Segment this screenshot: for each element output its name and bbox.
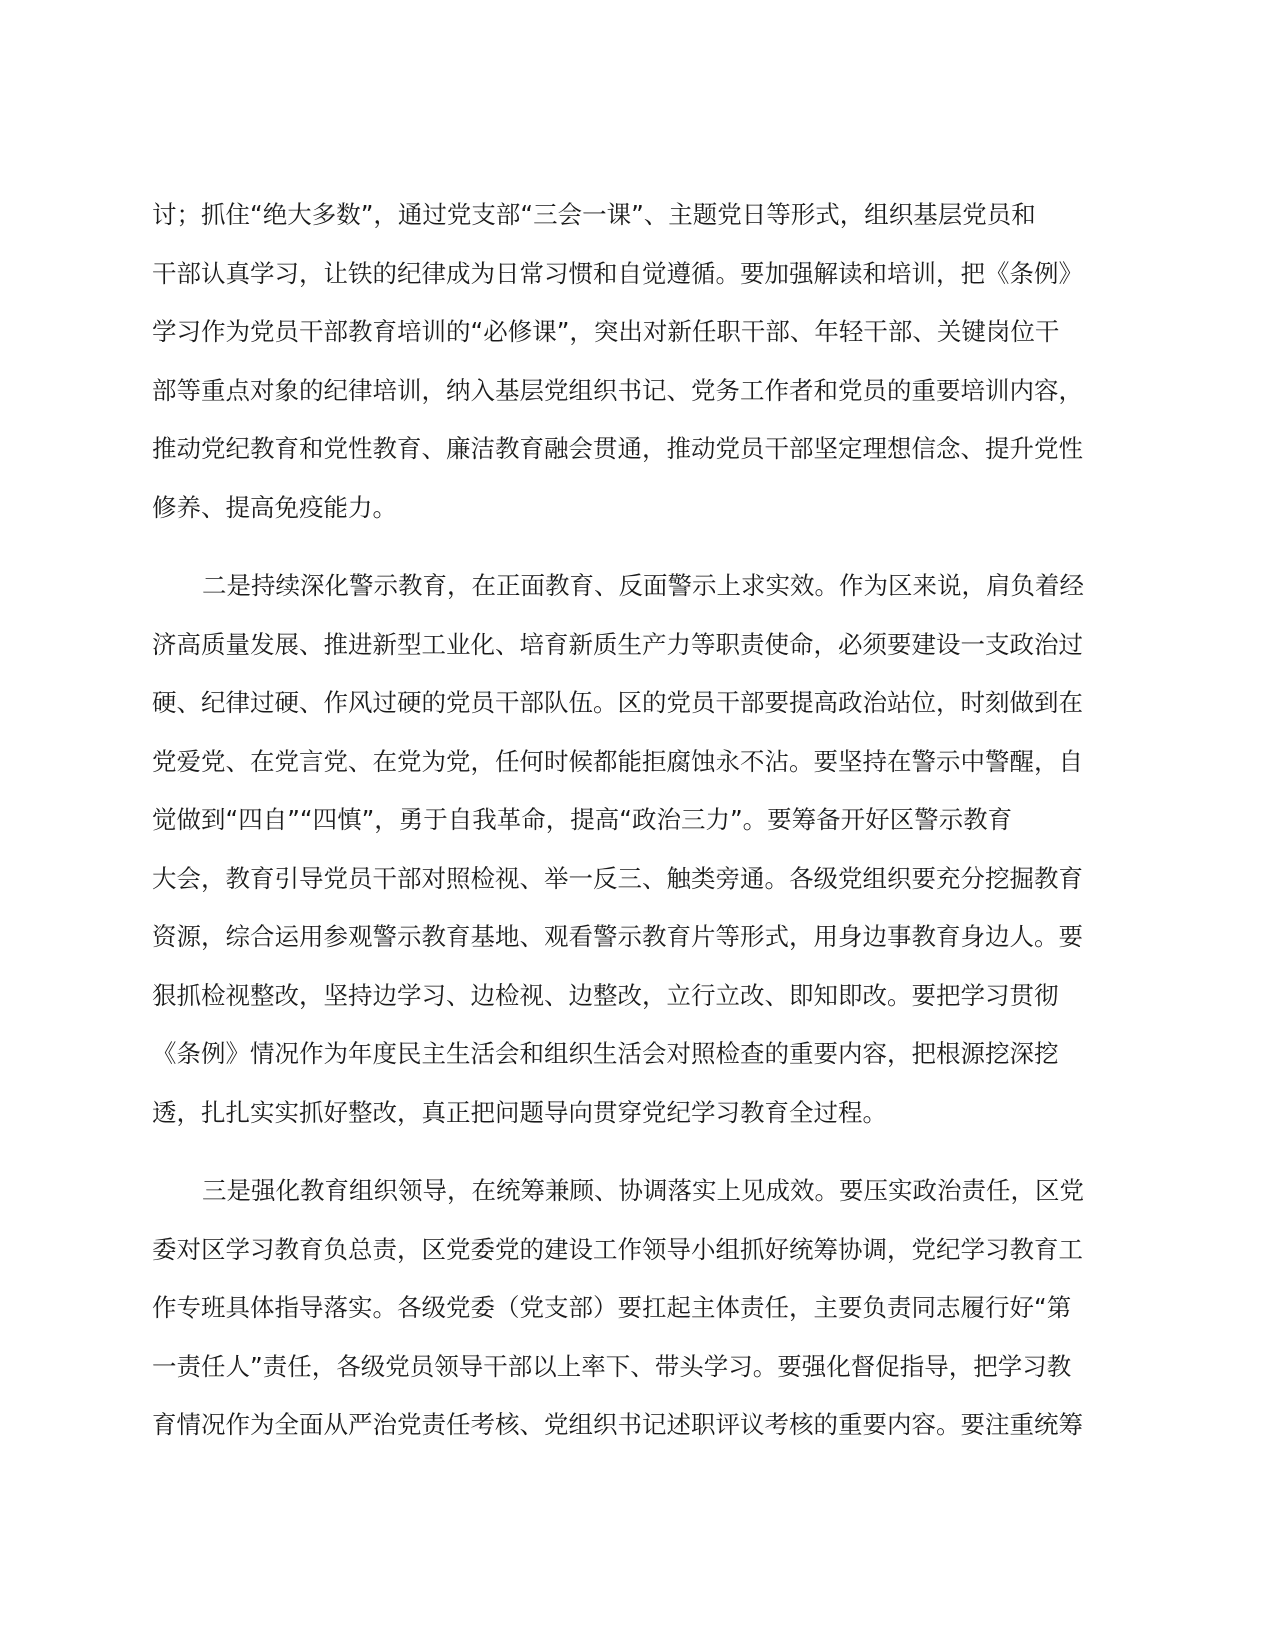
text-line: 推动党纪教育和党性教育、廉洁教育融会贯通，推动党员干部坚定理想信念、提升党性 xyxy=(152,434,1083,463)
paragraph-spacer xyxy=(152,537,1112,557)
text-line: 学习作为党员干部教育培训的“必修课”，突出对新任职干部、年轻干部、关键岗位干 xyxy=(152,317,1060,346)
text-line: 觉做到“四自”“四慎”，勇于自我革命，提高“政治三力”。要筹备开好区警示教育 xyxy=(152,805,1013,834)
text-line: 大会，教育引导党员干部对照检视、举一反三、触类旁通。各级党组织要充分挖掘教育 xyxy=(152,863,1083,893)
text-line: 狠抓检视整改，坚持边学习、边检视、边整改，立行立改、即知即改。要把学习贯彻 xyxy=(152,980,1059,1010)
text-line: 透，扎扎实实抓好整改，真正把问题导向贯穿党纪学习教育全过程。 xyxy=(152,1097,887,1127)
paragraph-3 xyxy=(152,1162,1112,1455)
paragraph-1 xyxy=(152,186,1112,537)
text-line: 党爱党、在党言党、在党为党，任何时候都能拒腐蚀永不沾。要坚持在警示中警醒，自 xyxy=(152,746,1083,776)
text-line: 济高质量发展、推进新型工业化、培育新质生产力等职责使命，必须要建设一支政治过 xyxy=(152,629,1083,659)
text-line: 育情况作为全面从严治党责任考核、党组织书记述职评议考核的重要内容。要注重统筹 xyxy=(152,1410,1083,1439)
text-line: 部等重点对象的纪律培训，纳入基层党组织书记、党务工作者和党员的重要培训内容， xyxy=(152,375,1083,405)
paragraph-2 xyxy=(152,557,1112,1142)
text-line: 二是持续深化警示教育，在正面教育、反面警示上求实效。作为区来说，肩负着经 xyxy=(202,571,1084,600)
text-line: 三是强化教育组织领导，在统筹兼顾、协调落实上见成效。要压实政治责任，区党 xyxy=(202,1176,1084,1205)
text-line: 作专班具体指导落实。各级党委（党支部）要扛起主体责任，主要负责同志履行好“第 xyxy=(152,1293,1072,1322)
text-line: 委对区学习教育负总责，区党委党的建设工作领导小组抓好统筹协调，党纪学习教育工 xyxy=(152,1234,1083,1264)
paragraph-spacer xyxy=(152,1142,1112,1162)
text-line: 《条例》情况作为年度民主生活会和组织生活会对照检查的重要内容，把根源挖深挖 xyxy=(152,1039,1059,1068)
document-body xyxy=(152,186,1112,1455)
text-line: 干部认真学习，让铁的纪律成为日常习惯和自觉遵循。要加强解读和培训，把《条例》 xyxy=(152,258,1083,288)
text-line: 讨；抓住“绝大多数”，通过党支部“三会一课”、主题党日等形式，组织基层党员和 xyxy=(152,200,1036,229)
text-line: 资源，综合运用参观警示教育基地、观看警示教育片等形式，用身边事教育身边人。要 xyxy=(152,922,1083,951)
text-line: 一责任人”责任，各级党员领导干部以上率下、带头学习。要强化督促指导，把学习教 xyxy=(152,1351,1072,1381)
text-line: 硬、纪律过硬、作风过硬的党员干部队伍。区的党员干部要提高政治站位，时刻做到在 xyxy=(152,688,1083,717)
text-line: 修养、提高免疫能力。 xyxy=(152,492,397,522)
